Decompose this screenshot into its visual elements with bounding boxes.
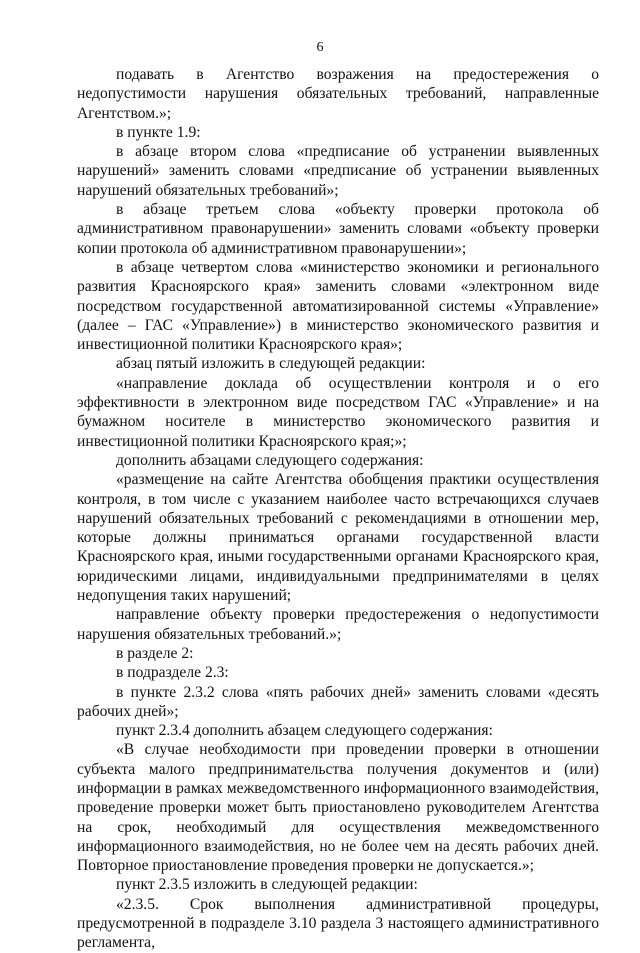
paragraph: в абзаце третьем слова «объекту проверки протокола об административном правонарушении» заменить словами «объекту проверки копии протокола об административном правонарушении»; [77,201,599,257]
paragraph: пункт 2.3.5 изложить в следующей редакции: [116,876,418,894]
paragraph: «2.3.5. Срок выполнения административной процедуры, предусмотренной в подразделе 3.10 раздела 3 настоящего административного регламента, [77,895,599,952]
paragraph: «направление доклада об осуществлении контроля и о его эффективности в электронном виде посредством ГАС «Управление» и на бумажном носителе в министерство экономического развития и инвестиционной политики Красноярского края;»; [77,374,599,450]
paragraph: «размещение на сайте Агентства обобщения практики осуществления контроля, в том числе с указанием наиболее часто встречающихся случаев нарушений обязательных требований с рекомендациями в отношении мер, которые должны приниматься органами государственной власти Красноярского края, иными государственными органами Красноярского края, юридическими лицами, индивидуальными предпринимателями в целях недопущения таких нарушений; [77,471,599,605]
paragraph: в абзаце четвертом слова «министерство экономики и регионального развития Красноярского края» заменить словами «электронном виде посредством государственной автоматизированной системы «Управление» (далее – ГАС «Управление») в министерство экономического развития и инвестиционной политики Красноярского края»; [77,258,599,354]
paragraph: в пункте 1.9: [116,123,201,141]
paragraph: подавать в Агентство возражения на предостережения о недопустимости нарушения обязательных требований, направленные Агентством.»; [77,66,599,122]
paragraph: в разделе 2: [116,644,194,662]
paragraph: в подразделе 2.3: [116,664,229,682]
paragraph: в пункте 2.3.2 слова «пять рабочих дней» заменить словами «десять рабочих дней»; [77,683,599,720]
paragraph: направление объекту проверки предостережения о недопустимости нарушения обязательных требований.»; [77,606,599,643]
paragraph: абзац пятый изложить в следующей редакции: [116,355,426,373]
page-number: 6 [316,40,324,55]
paragraph: пункт 2.3.4 дополнить абзацем следующего содержания: [116,722,493,740]
paragraph: в абзаце втором слова «предписание об устранении выявленных нарушений» заменить словами «предписание об устранении выявленных нарушений обязательных требований»; [77,143,599,199]
document-body [77,65,599,953]
paragraph: «В случае необходимости при проведении проверки в отношении субъекта малого предпринимательства получения документов и (или) информации в рамках межведомственного информационного взаимодействия, проведение проверки может быть приостановлено руководителем Агентства на срок, необходимый для осуществления межведомственного информационного взаимодействия, но не более чем на десять рабочих дней. Повторное приостановление проведения проверки не допускается.»; [77,741,599,875]
paragraph: дополнить абзацами следующего содержания: [116,451,424,469]
